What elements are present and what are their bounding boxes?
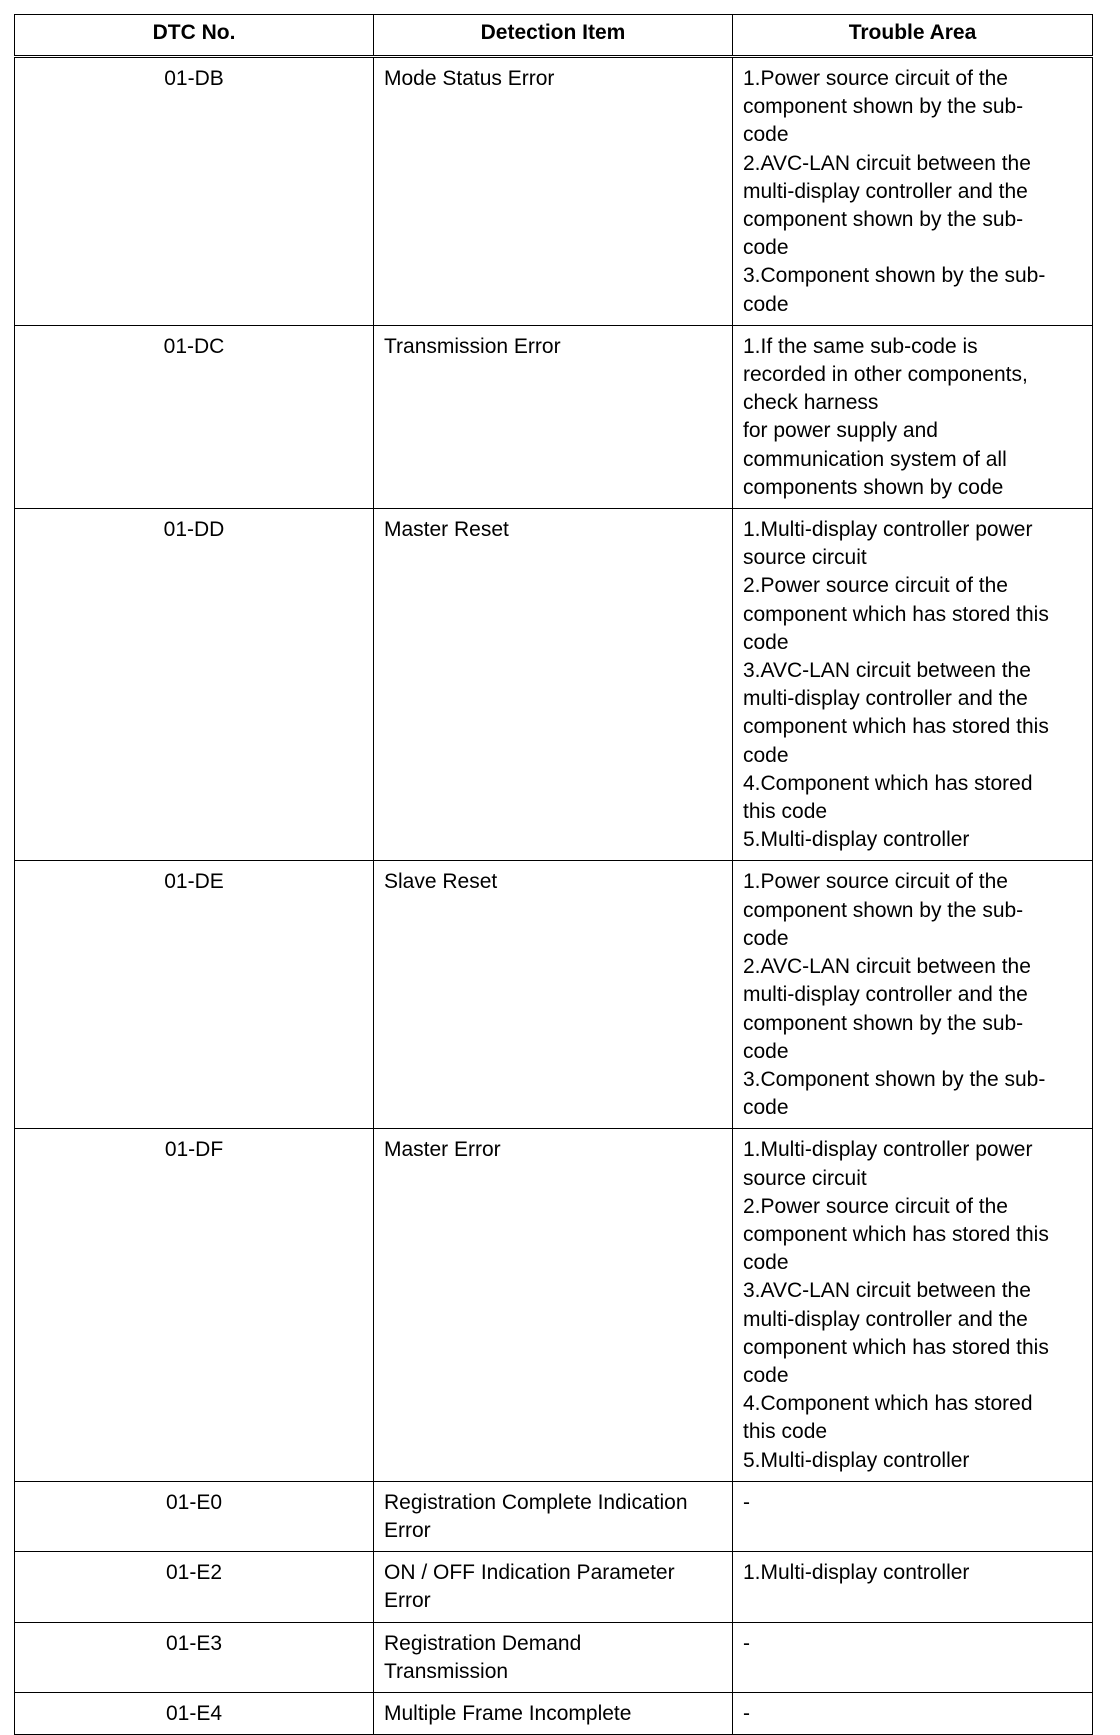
- detection-item-cell: [374, 1622, 733, 1692]
- trouble-area-line: component which has stored this: [743, 1222, 1049, 1246]
- detection-item-line: Multiple Frame Incomplete: [384, 1701, 632, 1725]
- trouble-area-cell: [733, 1622, 1093, 1692]
- trouble-area-line: 5.Multi-display controller: [743, 828, 970, 852]
- table-body: [15, 57, 1093, 1735]
- detection-item-line: ON / OFF Indication Parameter: [384, 1561, 675, 1585]
- trouble-area-cell: [733, 861, 1093, 1129]
- trouble-area-line: component which has stored this: [743, 1335, 1049, 1359]
- trouble-area-line: -: [743, 1701, 750, 1725]
- dtc-code-cell: 01-DF: [15, 1129, 374, 1481]
- table-row: [15, 57, 1093, 326]
- trouble-area-line: code: [743, 1039, 789, 1063]
- detection-item-cell: [374, 1481, 733, 1551]
- trouble-area-line: component which has stored this: [743, 602, 1049, 626]
- detection-item-line: Registration Demand: [384, 1631, 582, 1655]
- trouble-area-line: 3.Component shown by the sub-: [743, 264, 1046, 288]
- trouble-area-line: code: [743, 743, 789, 767]
- detection-item-cell: [374, 1129, 733, 1481]
- trouble-area-cell: [733, 1552, 1093, 1622]
- trouble-area-line: 1.Power source circuit of the: [743, 67, 1008, 90]
- detection-item-cell: [374, 509, 733, 861]
- dtc-code-cell: 01-E4: [15, 1692, 374, 1734]
- trouble-area-line: 1.If the same sub-code is: [743, 334, 978, 358]
- trouble-area-line: code: [743, 236, 789, 260]
- trouble-area-line: for power supply and: [743, 419, 938, 443]
- trouble-area-line: multi-display controller and the: [743, 1307, 1028, 1331]
- detection-item-line: Slave Reset: [384, 870, 498, 894]
- trouble-area-line: 3.AVC-LAN circuit between the: [743, 1279, 1031, 1303]
- dtc-table-sheet: [14, 14, 1092, 1735]
- trouble-area-line: code: [743, 1251, 789, 1275]
- trouble-area-line: this code: [743, 800, 828, 824]
- table-row: [15, 1622, 1093, 1692]
- table-row: [15, 1552, 1093, 1622]
- trouble-area-line: -: [743, 1490, 750, 1514]
- trouble-area-line: source circuit: [743, 546, 867, 570]
- dtc-code-cell: 01-DE: [15, 861, 374, 1129]
- trouble-area-line: 1.Multi-display controller: [743, 1561, 970, 1585]
- table-row: [15, 509, 1093, 861]
- header-trouble-area: Trouble Area: [733, 15, 1093, 57]
- trouble-area-line: multi-display controller and the: [743, 983, 1028, 1007]
- trouble-area-line: 1.Multi-display controller power: [743, 1138, 1033, 1162]
- table-row: [15, 1692, 1093, 1734]
- trouble-area-line: component which has stored this: [743, 715, 1049, 739]
- trouble-area-line: 2.Power source circuit of the: [743, 574, 1008, 598]
- detection-item-line: Master Error: [384, 1138, 501, 1162]
- table-row: [15, 325, 1093, 508]
- trouble-area-line: component shown by the sub-: [743, 898, 1024, 922]
- trouble-area-line: 4.Component which has stored: [743, 771, 1033, 795]
- detection-item-cell: [374, 57, 733, 326]
- table-row: [15, 861, 1093, 1129]
- dtc-code-cell: 01-E2: [15, 1552, 374, 1622]
- trouble-area-cell: [733, 325, 1093, 508]
- detection-item-cell: [374, 1552, 733, 1622]
- trouble-area-line: components shown by code: [743, 475, 1004, 499]
- trouble-area-line: source circuit: [743, 1166, 867, 1190]
- trouble-area-line: 3.Component shown by the sub-: [743, 1067, 1046, 1091]
- dtc-code-cell: 01-DB: [15, 57, 374, 326]
- trouble-area-line: -: [743, 1631, 750, 1655]
- header-dtc-no: DTC No.: [15, 15, 374, 57]
- trouble-area-line: 1.Multi-display controller power: [743, 518, 1033, 542]
- header-detection-item: Detection Item: [374, 15, 733, 57]
- trouble-area-line: recorded in other components,: [743, 363, 1028, 387]
- trouble-area-line: 2.Power source circuit of the: [743, 1194, 1008, 1218]
- trouble-area-cell: [733, 1692, 1093, 1734]
- dtc-code-cell: 01-E3: [15, 1622, 374, 1692]
- detection-item-cell: [374, 325, 733, 508]
- dtc-table: [14, 14, 1093, 1735]
- trouble-area-line: this code: [743, 1420, 828, 1444]
- trouble-area-line: check harness: [743, 391, 879, 415]
- trouble-area-line: 2.AVC-LAN circuit between the: [743, 151, 1031, 175]
- trouble-area-line: 4.Component which has stored: [743, 1392, 1033, 1416]
- trouble-area-line: 5.Multi-display controller: [743, 1448, 970, 1472]
- trouble-area-cell: [733, 57, 1093, 326]
- dtc-code-cell: 01-DC: [15, 325, 374, 508]
- trouble-area-line: code: [743, 926, 789, 950]
- trouble-area-line: code: [743, 123, 789, 147]
- trouble-area-line: multi-display controller and the: [743, 687, 1028, 711]
- trouble-area-line: code: [743, 1096, 789, 1120]
- trouble-area-cell: [733, 1129, 1093, 1481]
- detection-item-cell: [374, 861, 733, 1129]
- detection-item-line: Registration Complete Indication: [384, 1490, 688, 1514]
- trouble-area-line: component shown by the sub-: [743, 208, 1024, 232]
- trouble-area-cell: [733, 509, 1093, 861]
- detection-item-line: Master Reset: [384, 518, 509, 542]
- dtc-code-cell: 01-DD: [15, 509, 374, 861]
- trouble-area-line: code: [743, 630, 789, 654]
- trouble-area-line: 3.AVC-LAN circuit between the: [743, 659, 1031, 683]
- trouble-area-line: code: [743, 292, 789, 316]
- detection-item-line: Transmission: [384, 1659, 509, 1683]
- detection-item-line: Mode Status Error: [384, 67, 555, 90]
- trouble-area-line: component shown by the sub-: [743, 1011, 1024, 1035]
- table-header-row: [15, 15, 1093, 57]
- dtc-code-cell: 01-E0: [15, 1481, 374, 1551]
- trouble-area-cell: [733, 1481, 1093, 1551]
- table-row: [15, 1129, 1093, 1481]
- trouble-area-line: communication system of all: [743, 447, 1007, 471]
- detection-item-cell: [374, 1692, 733, 1734]
- table-row: [15, 1481, 1093, 1551]
- trouble-area-line: 2.AVC-LAN circuit between the: [743, 955, 1031, 979]
- detection-item-line: Error: [384, 1518, 431, 1542]
- detection-item-line: Error: [384, 1589, 431, 1613]
- trouble-area-line: 1.Power source circuit of the: [743, 870, 1008, 894]
- trouble-area-line: component shown by the sub-: [743, 95, 1024, 119]
- trouble-area-line: multi-display controller and the: [743, 179, 1028, 203]
- trouble-area-line: code: [743, 1363, 789, 1387]
- detection-item-line: Transmission Error: [384, 334, 561, 358]
